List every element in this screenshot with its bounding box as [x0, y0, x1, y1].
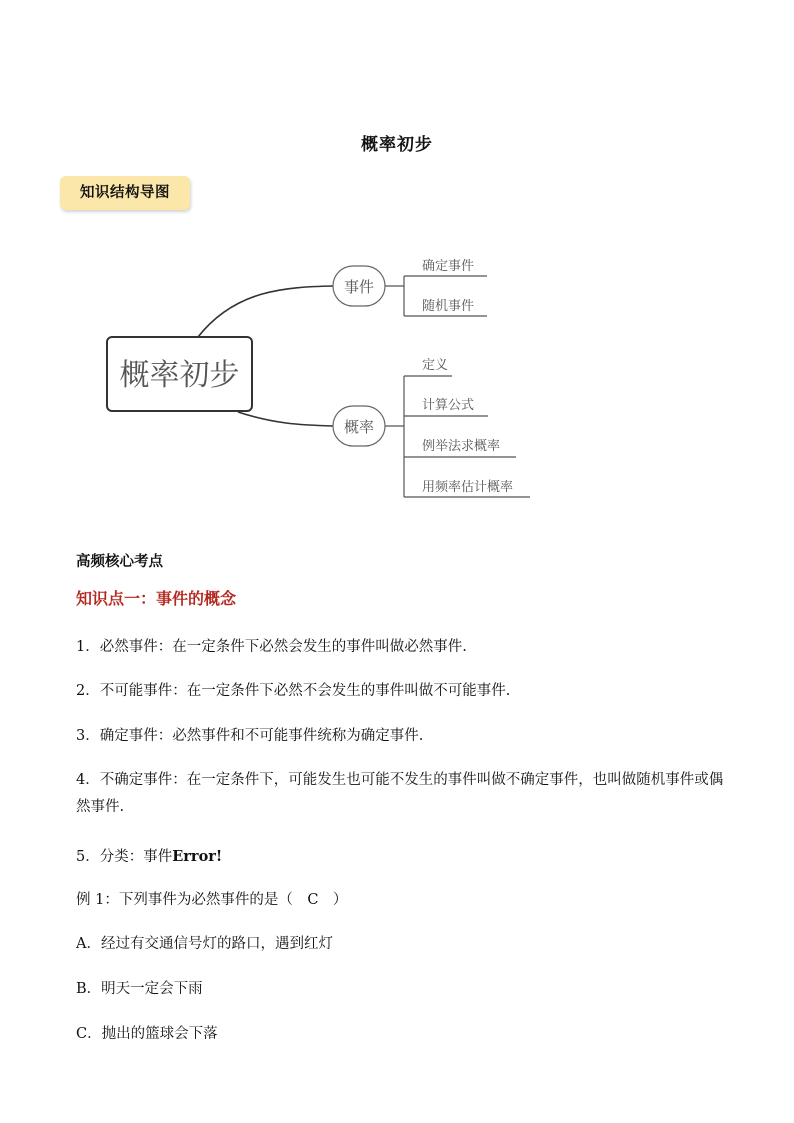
- option-c: C．抛出的篮球会下落: [76, 1026, 218, 1042]
- item-2: 2．不可能事件：在一定条件下必然不会发生的事件叫做不可能事件.: [76, 683, 511, 699]
- option-a: A．经过有交通信号灯的路口，遇到红灯: [76, 936, 333, 952]
- connector-root-events: [198, 286, 333, 337]
- mind-map: [0, 0, 794, 540]
- leaf-frequency: 用频率估计概率: [422, 480, 514, 495]
- leaf-formula: 计算公式: [422, 398, 475, 413]
- knowledge-point-title: 知识点一：事件的概念: [76, 589, 237, 608]
- leaf-definition: 定义: [422, 358, 449, 373]
- root-node-label: 概率初步: [119, 358, 240, 393]
- leaf-enumeration: 例举法求概率: [422, 439, 501, 454]
- item-5-prefix: 5．分类：事件: [76, 849, 173, 865]
- item-4: 4．不确定事件：在一定条件下，可能发生也可能不发生的事件叫做不确定事件，也叫做随机事件或偶然事件.: [76, 772, 724, 815]
- item-1: 1．必然事件：在一定条件下必然会发生的事件叫做必然事件.: [76, 639, 467, 655]
- connector-root-probability: [238, 412, 333, 426]
- item-5-error: Error!: [172, 848, 223, 865]
- leaf-certain-event: 确定事件: [422, 259, 475, 274]
- branch-node-probability-label: 概率: [343, 418, 375, 436]
- option-b: B．明天一定会下雨: [76, 981, 203, 997]
- leaf-random-event: 随机事件: [422, 299, 475, 314]
- section-heading: 高频核心考点: [76, 554, 163, 570]
- page-title: 概率初步: [361, 135, 433, 155]
- branch-node-events-label: 事件: [343, 278, 375, 296]
- example-1: 例 1：下列事件为必然事件的是（ C ）: [76, 892, 348, 908]
- item-5: [76, 843, 736, 871]
- section-badge: 知识结构导图: [60, 176, 190, 210]
- item-3: 3．确定事件：必然事件和不可能事件统称为确定事件.: [76, 728, 424, 744]
